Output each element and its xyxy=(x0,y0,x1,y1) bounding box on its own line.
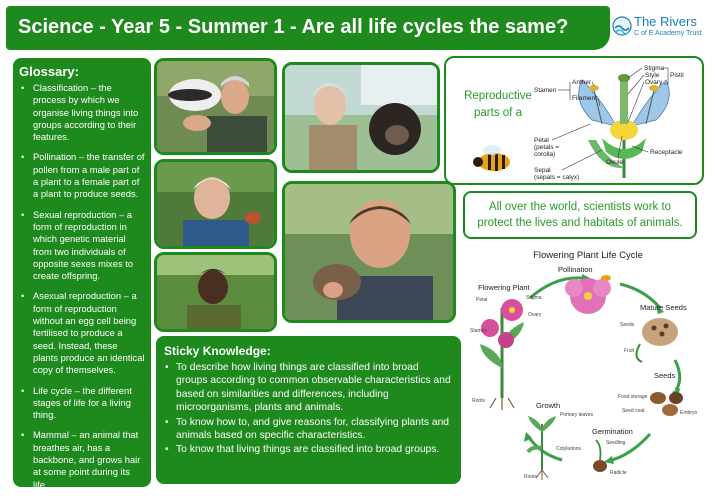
label-lc-radicle: Radicle xyxy=(610,470,627,476)
label-anther: Anther xyxy=(572,79,592,86)
label-lc-roots-bottom: Roots xyxy=(524,474,538,480)
flowering-plant-illustration xyxy=(480,299,524,410)
sticky-knowledge-item: • To know that living things are classified into broad groups. xyxy=(164,443,453,456)
label-lc-primary-leaves: Primary leaves xyxy=(560,412,594,418)
glossary-panel xyxy=(13,58,151,490)
glossary-item: • Classification – the process by which we organise living things into groups according to their features. xyxy=(19,82,145,143)
label-receptacle: Receptacle xyxy=(650,149,683,156)
germination-illustration xyxy=(593,440,607,472)
protect-habitats-note: All over the world, scientists work to protect the lives and habitats of animals. xyxy=(463,191,697,239)
stage-germination: Germination xyxy=(592,427,633,436)
label-lc-cotyledons: Cotyledons xyxy=(556,446,582,452)
label-filament: Filament xyxy=(572,95,597,102)
glossary-list xyxy=(19,82,145,491)
stage-growth: Growth xyxy=(536,401,561,410)
stage-seeds: Seeds xyxy=(654,371,676,380)
logo-subtitle: C of E Academy Trust xyxy=(634,30,702,37)
sticky-knowledge-item: • To know how to, and give reasons for, classifying plants and animals based on specific characteristics. xyxy=(164,416,453,443)
page-title-banner xyxy=(6,6,610,50)
photo-woman-with-chimp xyxy=(282,62,440,173)
label-petal-sub1: (petals = xyxy=(534,144,560,151)
label-lc-ovary: Ovary xyxy=(528,312,542,318)
label-lc-roots-left: Roots xyxy=(472,398,486,404)
label-lc-fruit: Fruit xyxy=(624,348,634,354)
stage-flowering-plant: Flowering Plant xyxy=(478,283,530,292)
stage-mature-seeds: Mature Seeds xyxy=(640,303,687,312)
photo-woman-in-forest xyxy=(154,252,277,332)
label-lc-seed-coat: Seed coat xyxy=(622,408,645,414)
pollination-flower-illustration xyxy=(565,275,611,314)
sticky-knowledge-list xyxy=(164,361,453,457)
glossary-item: • Life cycle – the different stages of life for a living thing. xyxy=(19,385,145,422)
mature-seeds-illustration xyxy=(636,318,678,362)
reproductive-parts-card xyxy=(444,56,704,185)
label-style: Style xyxy=(645,72,660,79)
label-petal: Petal xyxy=(534,137,549,144)
reproductive-label: Reproductive parts of a xyxy=(464,90,532,119)
page-title: Science - Year 5 - Summer 1 - Are all life cycles the same? xyxy=(18,16,569,38)
label-lc-seedling: Seedling xyxy=(606,440,626,446)
label-ovule: Ovule xyxy=(606,159,623,166)
label-petal-sub2: corolla) xyxy=(534,151,556,158)
sticky-knowledge-panel xyxy=(156,336,461,484)
logo-name: The Rivers xyxy=(634,14,697,29)
label-lc-food-storage: Food storage xyxy=(618,394,648,400)
photo-man-with-hedgehog xyxy=(282,181,456,323)
photo-man-with-bird xyxy=(154,159,277,249)
glossary-item: • Pollination – the transfer of pollen from a male part of a plant to a female part of a plant to produce seeds. xyxy=(19,151,145,200)
growth-illustration xyxy=(528,416,556,480)
glossary-item: • Sexual reproduction – a form of reproduction in which genetic material from two individuals of opposite sexes mixes to create offspring. xyxy=(19,209,145,283)
seeds-illustration xyxy=(650,392,683,416)
label-lc-seeds: Seeds xyxy=(620,322,635,328)
stage-pollination: Pollination xyxy=(558,265,593,274)
label-pistil: Pistil xyxy=(670,72,684,79)
label-lc-petal: Petal xyxy=(476,297,488,303)
label-lc-stigma: Stigma xyxy=(526,295,542,301)
glossary-heading: Glossary: xyxy=(19,64,79,79)
label-sepal-sub: (sepals = calyx) xyxy=(534,174,580,181)
glossary-item: • Mammal – an animal that breathes air, has a backbone, and grows hair at some point during its life. xyxy=(19,429,145,490)
bee-icon xyxy=(468,140,522,178)
label-sepal: Sepal xyxy=(534,167,551,174)
trust-logo xyxy=(612,12,712,48)
label-ovary: Ovary xyxy=(645,79,663,86)
rivers-logo-icon xyxy=(612,14,632,38)
label-stamen: Stamen xyxy=(534,87,557,94)
flowering-plant-life-cycle-diagram xyxy=(470,248,706,488)
glossary-item: • Asexual reproduction – a form of reproduction without an egg cell being fertilised to produce a seed. Instead, these plants produce an identical copy of themselves. xyxy=(19,290,145,376)
flower-diagram xyxy=(532,60,702,185)
photo-man-with-badger xyxy=(154,58,277,155)
label-lc-embryo: Embryo xyxy=(680,410,698,416)
lifecycle-title: Flowering Plant Life Cycle xyxy=(533,250,643,261)
label-lc-stamen: Stamen xyxy=(470,328,488,334)
label-stigma: Stigma xyxy=(644,65,665,72)
sticky-knowledge-heading: Sticky Knowledge: xyxy=(164,344,271,358)
sticky-knowledge-item: • To describe how living things are classified into broad groups according to common observable characteristics and based on similarities and differences, including microorganisms, plants and animals. xyxy=(164,361,453,415)
